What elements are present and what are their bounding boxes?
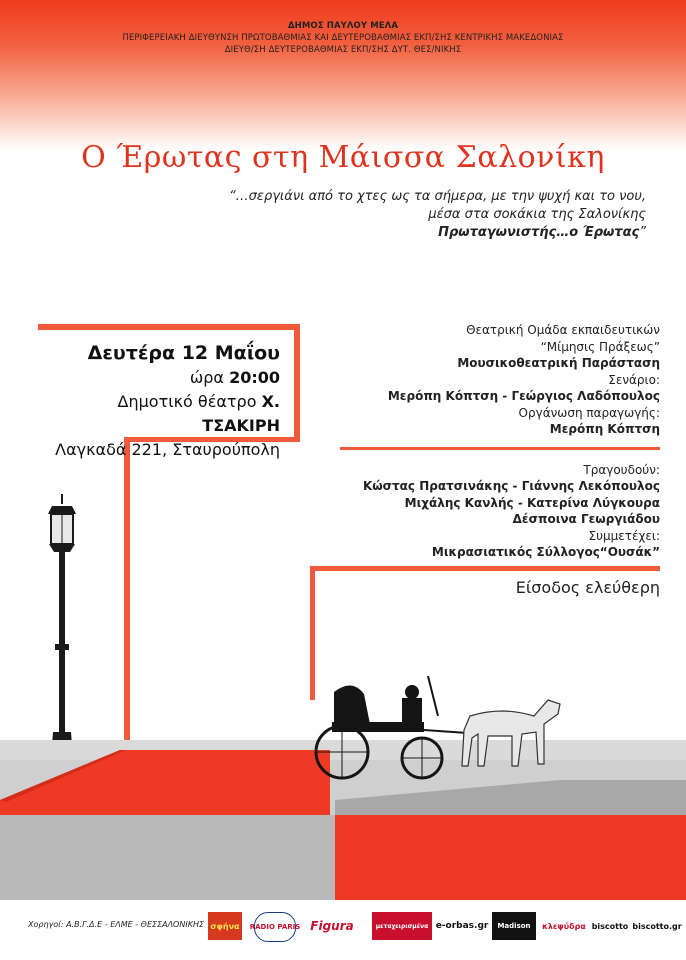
quote-line-3 [126, 224, 646, 242]
sponsors-label: Χορηγοί: Α.Β.Γ.Δ.Ε - ΕΛΜΕ - ΘΕΣΣΑΛΟΝΙΚΗΣ [28, 920, 205, 929]
production-name: Μερόπη Κόπτση [549, 422, 660, 436]
sponsor-logo-biscotto: biscotto [591, 921, 629, 931]
group-name-line-2: “Μίμησις Πράξεως” [540, 339, 660, 354]
sponsor-logo-biscotto-gr: biscotto.gr [632, 921, 682, 931]
singers-line-1: Κώστας Πρατσινάκης - Γιάννης Λεκόπουλος [362, 479, 660, 493]
venue-label: Δημοτικό θέατρο [117, 392, 257, 411]
frame-lower-horizontal [310, 566, 660, 571]
sponsor-logo-eorbas: e-orbas.gr [435, 921, 489, 931]
sponsor-logo-klepsydra: κλεψύδρα [542, 921, 586, 931]
sponsor-logo-madison: Madison [492, 912, 536, 940]
time-value: 20:00 [229, 368, 280, 387]
municipality-name: ΔΗΜΟΣ ΠΑΥΛΟΥ ΜΕΛΑ [287, 21, 399, 31]
horse-carriage-illustration [312, 672, 574, 782]
quote-close-mark: ” [639, 225, 646, 240]
sub-directorate-name: ΔΙΕΥΘ/ΣΗ ΔΕΥΤΕΡΟΒΑΘΜΙΑΣ ΕΚΠ/ΣΗΣ ΔΥΤ. ΘΕΣ/ΝΙΚΗΣ [224, 45, 462, 55]
sponsor-logo-radio-paris: RADIO PARIS [254, 912, 296, 942]
event-date: Δευτέρα 12 Μαΐου [87, 342, 280, 364]
production-label: Οργάνωση παραγωγής: [518, 405, 660, 420]
event-time [40, 366, 280, 390]
organizer-header [0, 20, 686, 56]
frame-top-line [38, 324, 300, 330]
poster-title: Ο Έρωτας στη Μάισσα Σαλονίκη [81, 140, 605, 175]
frame-right-line [294, 324, 300, 442]
quote-protagonist: Πρωταγωνιστής…ο Έρωτας [438, 225, 640, 240]
participates-name: Μικρασιατικός Σύλλογος“Ουσάκ” [431, 545, 660, 559]
production-credits [330, 322, 660, 561]
time-label: ώρα [189, 368, 224, 387]
script-label: Σενάριο: [608, 372, 660, 387]
directorate-name: ΠΕΡΙΦΕΡΕΙΑΚΗ ΔΙΕΥΘΥΝΣΗ ΠΡΩΤΟΒΑΘΜΙΑΣ ΚΑΙ ΔΕΥΤΕΡΟΒΑΘΜΙΑΣ ΕΚΠ/ΣΗΣ ΚΕΝΤΡΙΚΗΣ ΜΑΚΕΔΟΝΙΑΣ [122, 33, 564, 43]
event-venue [40, 390, 280, 438]
sponsor-logo-figura: Figura [310, 919, 354, 933]
show-genre: Μουσικοθεατρική Παράσταση [457, 356, 660, 370]
singers-line-3: Δέσποινα Γεωργιάδου [512, 512, 660, 526]
event-address: Λαγκαδά 221, Σταυρούπολη [55, 440, 280, 459]
quote-line-1: “…σεργιάνι από το χτες ως τα σήμερα, με την ψυχή και το νου, [228, 189, 646, 204]
free-entrance-note: Είσοδος ελεύθερη [515, 578, 660, 597]
sponsor-logo-red: μεταχειρισμένα [372, 912, 432, 940]
venue-name: Χ. ΤΣΑΚΙΡΗ [202, 392, 280, 435]
event-details [40, 340, 280, 462]
singers-line-2: Μιχάλης Κανλής - Κατερίνα Λύγκουρα [404, 495, 660, 510]
sponsors-bar [0, 904, 686, 960]
script-authors: Μερόπη Κόπτση - Γεώργιος Λαδόπουλος [387, 389, 660, 403]
tagline-quote [126, 188, 646, 242]
quote-line-2: μέσα στα σοκάκια της Σαλονίκης [428, 207, 646, 222]
singers-label: Τραγουδούν: [583, 462, 660, 477]
group-name-line-1: Θεατρική Ομάδα εκπαιδευτικών [466, 323, 660, 337]
participates-label: Συμμετέχει: [588, 528, 660, 543]
sponsor-logo-sfina: σφήνα [208, 912, 242, 940]
